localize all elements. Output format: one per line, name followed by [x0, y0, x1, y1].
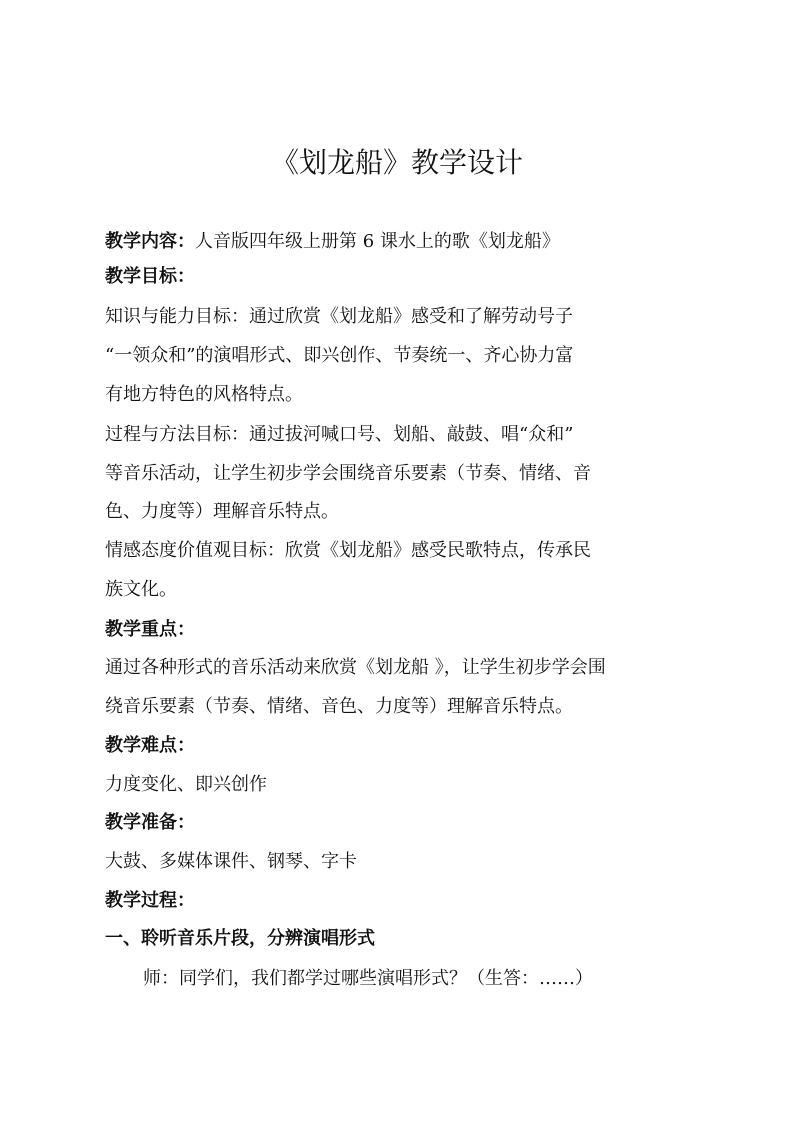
teaching-content-text: 人音版四年级上册第 6 课水上的歌《划龙船》: [195, 231, 560, 252]
key-points-line-1: 通过各种形式的音乐活动来欣赏《划龙船 》，让学生初步学会围: [105, 657, 606, 678]
objective-knowledge-line-2: “一领众和”的演唱形式、即兴创作、节奏统一、齐心协力富: [105, 345, 574, 366]
process-label: 教学过程：: [105, 890, 195, 911]
objective-emotion-line-1: 情感态度价值观目标：欣赏《划龙船》感受民歌特点，传承民: [105, 540, 591, 561]
difficulties-label: 教学难点：: [105, 735, 195, 756]
objective-process-line-3: 色、力度等）理解音乐特点。: [105, 501, 339, 522]
objective-emotion-line-2: 族文化。: [105, 579, 177, 600]
objective-process-line-1: 过程与方法目标：通过拔河喊口号、划船、敲鼓、唱“众和”: [105, 424, 574, 445]
preparation-label: 教学准备：: [105, 812, 195, 833]
document-title: 《划龙船》教学设计: [270, 146, 523, 179]
key-points-line-2: 绕音乐要素（节奏、情绪、音色、力度等）理解音乐特点。: [105, 696, 573, 717]
key-points-label: 教学重点：: [105, 619, 195, 640]
preparation-text: 大鼓、多媒体课件、钢琴、字卡: [105, 851, 357, 872]
objective-knowledge-line-3: 有地方特色的风格特点。: [105, 384, 303, 405]
section-1-text: 师：同学们，我们都学过哪些演唱形式？（生答：……）: [143, 968, 593, 989]
difficulties-text: 力度变化、即兴创作: [105, 774, 267, 795]
objective-knowledge-line-1: 知识与能力目标：通过欣赏《划龙船》感受和了解劳动号子: [105, 306, 573, 327]
objective-process-line-2: 等音乐活动，让学生初步学会围绕音乐要素（节奏、情绪、音: [105, 463, 591, 484]
section-1-heading: 一、聆听音乐片段，分辨演唱形式: [105, 928, 375, 949]
teaching-content: [105, 230, 560, 254]
objectives-label: 教学目标：: [105, 266, 195, 287]
teaching-content-label: 教学内容：: [105, 231, 195, 252]
